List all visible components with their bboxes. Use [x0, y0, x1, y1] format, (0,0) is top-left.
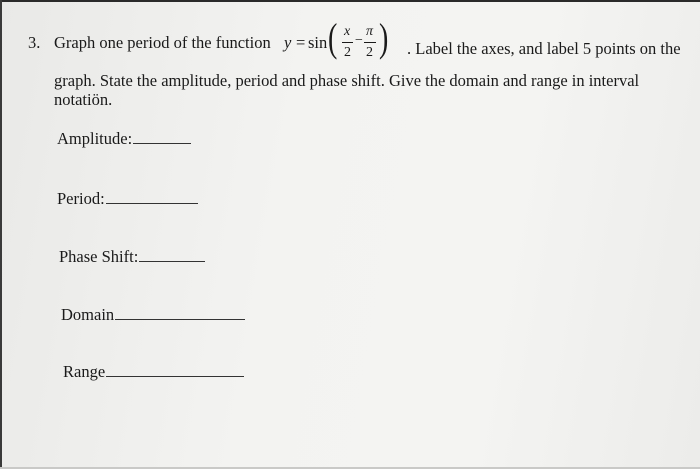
function-formula [284, 15, 404, 68]
formula-term1-numerator: x [344, 24, 351, 39]
formula-operator: − [355, 33, 363, 48]
question-text-intro: Graph one period of the function [54, 33, 271, 52]
phase-shift-label: Phase Shift: [59, 247, 139, 266]
amplitude-label: Amplitude: [57, 129, 133, 148]
formula-left-paren: ( [327, 15, 338, 60]
formula-lhs: y [284, 33, 292, 52]
question-number: 3. [28, 33, 41, 52]
period-field [57, 189, 198, 209]
question-text-line-3: notatiön. [54, 90, 113, 109]
page-top-border [0, 0, 700, 2]
domain-field [61, 305, 245, 325]
range-answer-blank[interactable] [106, 375, 244, 377]
domain-label: Domain [61, 305, 115, 324]
phase-shift-field [59, 247, 205, 267]
phase-shift-answer-blank[interactable] [139, 260, 205, 262]
amplitude-answer-blank[interactable] [133, 142, 191, 144]
formula-function-name: sin [308, 33, 328, 52]
formula-term2-numerator: π [366, 24, 374, 39]
formula-term1-denominator: 2 [344, 45, 351, 60]
range-label: Range [63, 362, 106, 381]
amplitude-field [57, 129, 191, 149]
page-left-border [0, 0, 2, 469]
period-answer-blank[interactable] [106, 202, 198, 204]
formula-fraction-bar-1 [342, 42, 353, 43]
formula-fraction-bar-2 [364, 42, 376, 43]
period-label: Period: [57, 189, 105, 208]
range-field [63, 362, 244, 382]
question-text-after-formula: . Label the axes, and label 5 points on the [407, 39, 681, 58]
formula-equals: = [296, 33, 306, 52]
domain-answer-blank[interactable] [115, 318, 245, 320]
question-text-line-2: graph. State the amplitude, period and phase shift. Give the domain and range in interval [54, 71, 640, 90]
formula-right-paren: ) [378, 15, 389, 60]
formula-term2-denominator: 2 [366, 45, 373, 60]
